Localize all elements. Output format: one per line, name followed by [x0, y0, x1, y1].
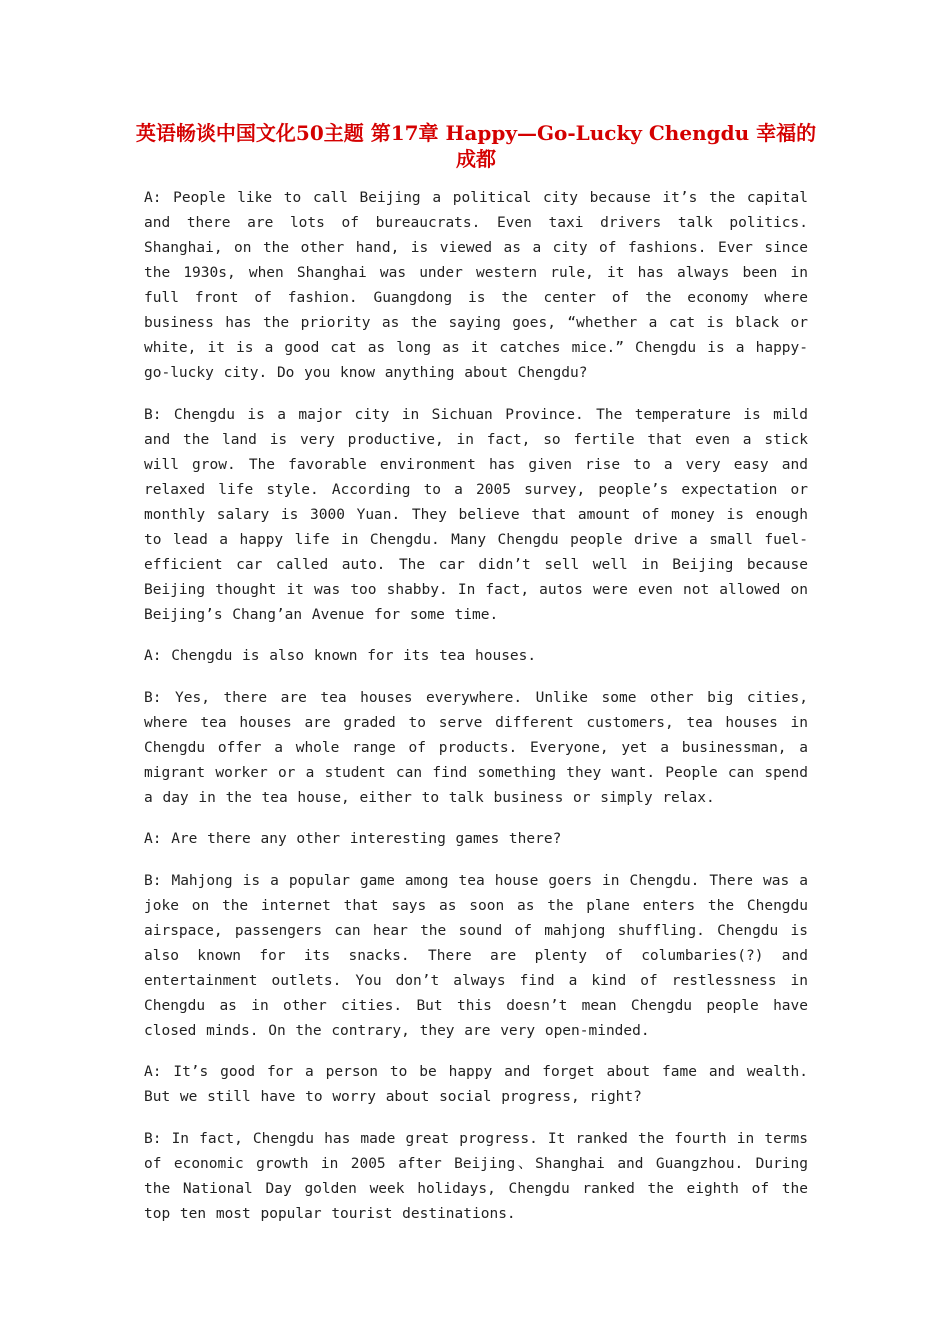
dialogue-paragraph: B: In fact, Chengdu has made great progress. It ranked the fourth in terms of economic growth in 2005 after Beijing、Shanghai and Guangzhou. During the National Day golden week holidays, Chengdu ranked the eighth of the top ten most popular tourist destinations.	[144, 1130, 808, 1222]
dialogue-paragraph: A: It’s good for a person to be happy and forget about fame and wealth. But we still have to worry about social progress, right?	[144, 1064, 808, 1105]
document-title: 英语畅谈中国文化50主题 第17章 Happy—Go-Lucky Chengdu 幸福的成都	[135, 121, 817, 171]
dialogue-paragraph: A: Are there any other interesting games there?	[144, 831, 562, 847]
dialogue-paragraph: B: Yes, there are tea houses everywhere. Unlike some other big cities, where tea houses are graded to serve different customers, tea houses in Chengdu offer a whole range of products. Everyone, yet a businessman, a migrant worker or a student can find something they want. People can spend a day in the tea house, either to talk business or simply relax.	[144, 689, 808, 806]
dialogue-paragraph: A: Chengdu is also known for its tea houses.	[144, 648, 537, 664]
dialogue-paragraph: A: People like to call Beijing a political city because it’s the capital and there are lots of bureaucrats. Even taxi drivers talk politics. Shanghai, on the other hand, is viewed as a city of fashions. Ever since the 1930s, when Shanghai was under western rule, it has always been in full front of fashion. Guangdong is the center of the economy where business has the priority as the saying goes, “whether a cat is black or white, it is a good cat as long as it catches mice.” Chengdu is a happy-go-lucky city. Do you know anything about Chengdu?	[144, 190, 808, 381]
dialogue-paragraph: B: Mahjong is a popular game among tea house goers in Chengdu. There was a joke on the internet that says as soon as the plane enters the Chengdu airspace, passengers can hear the sound of mahjong shuffling. Chengdu is also known for its snacks. There are plenty of columbaries(?) and entertainment outlets. You don’t always find a kind of restlessness in Chengdu as in other cities. But this doesn’t mean Chengdu people have closed minds. On the contrary, they are very open-minded.	[144, 872, 808, 1039]
document-page	[135, 120, 817, 1243]
dialogue-paragraph: B: Chengdu is a major city in Sichuan Province. The temperature is mild and the land is very productive, in fact, so fertile that even a stick will grow. The favorable environment has given rise to a very easy and relaxed life style. According to a 2005 survey, people’s expectation or monthly salary is 3000 Yuan. They believe that amount of money is enough to lead a happy life in Chengdu. Many Chengdu people drive a small fuel-efficient car called auto. The car didn’t sell well in Beijing because Beijing thought it was too shabby. In fact, autos were even not allowed on Beijing’s Chang’an Avenue for some time.	[144, 406, 808, 623]
